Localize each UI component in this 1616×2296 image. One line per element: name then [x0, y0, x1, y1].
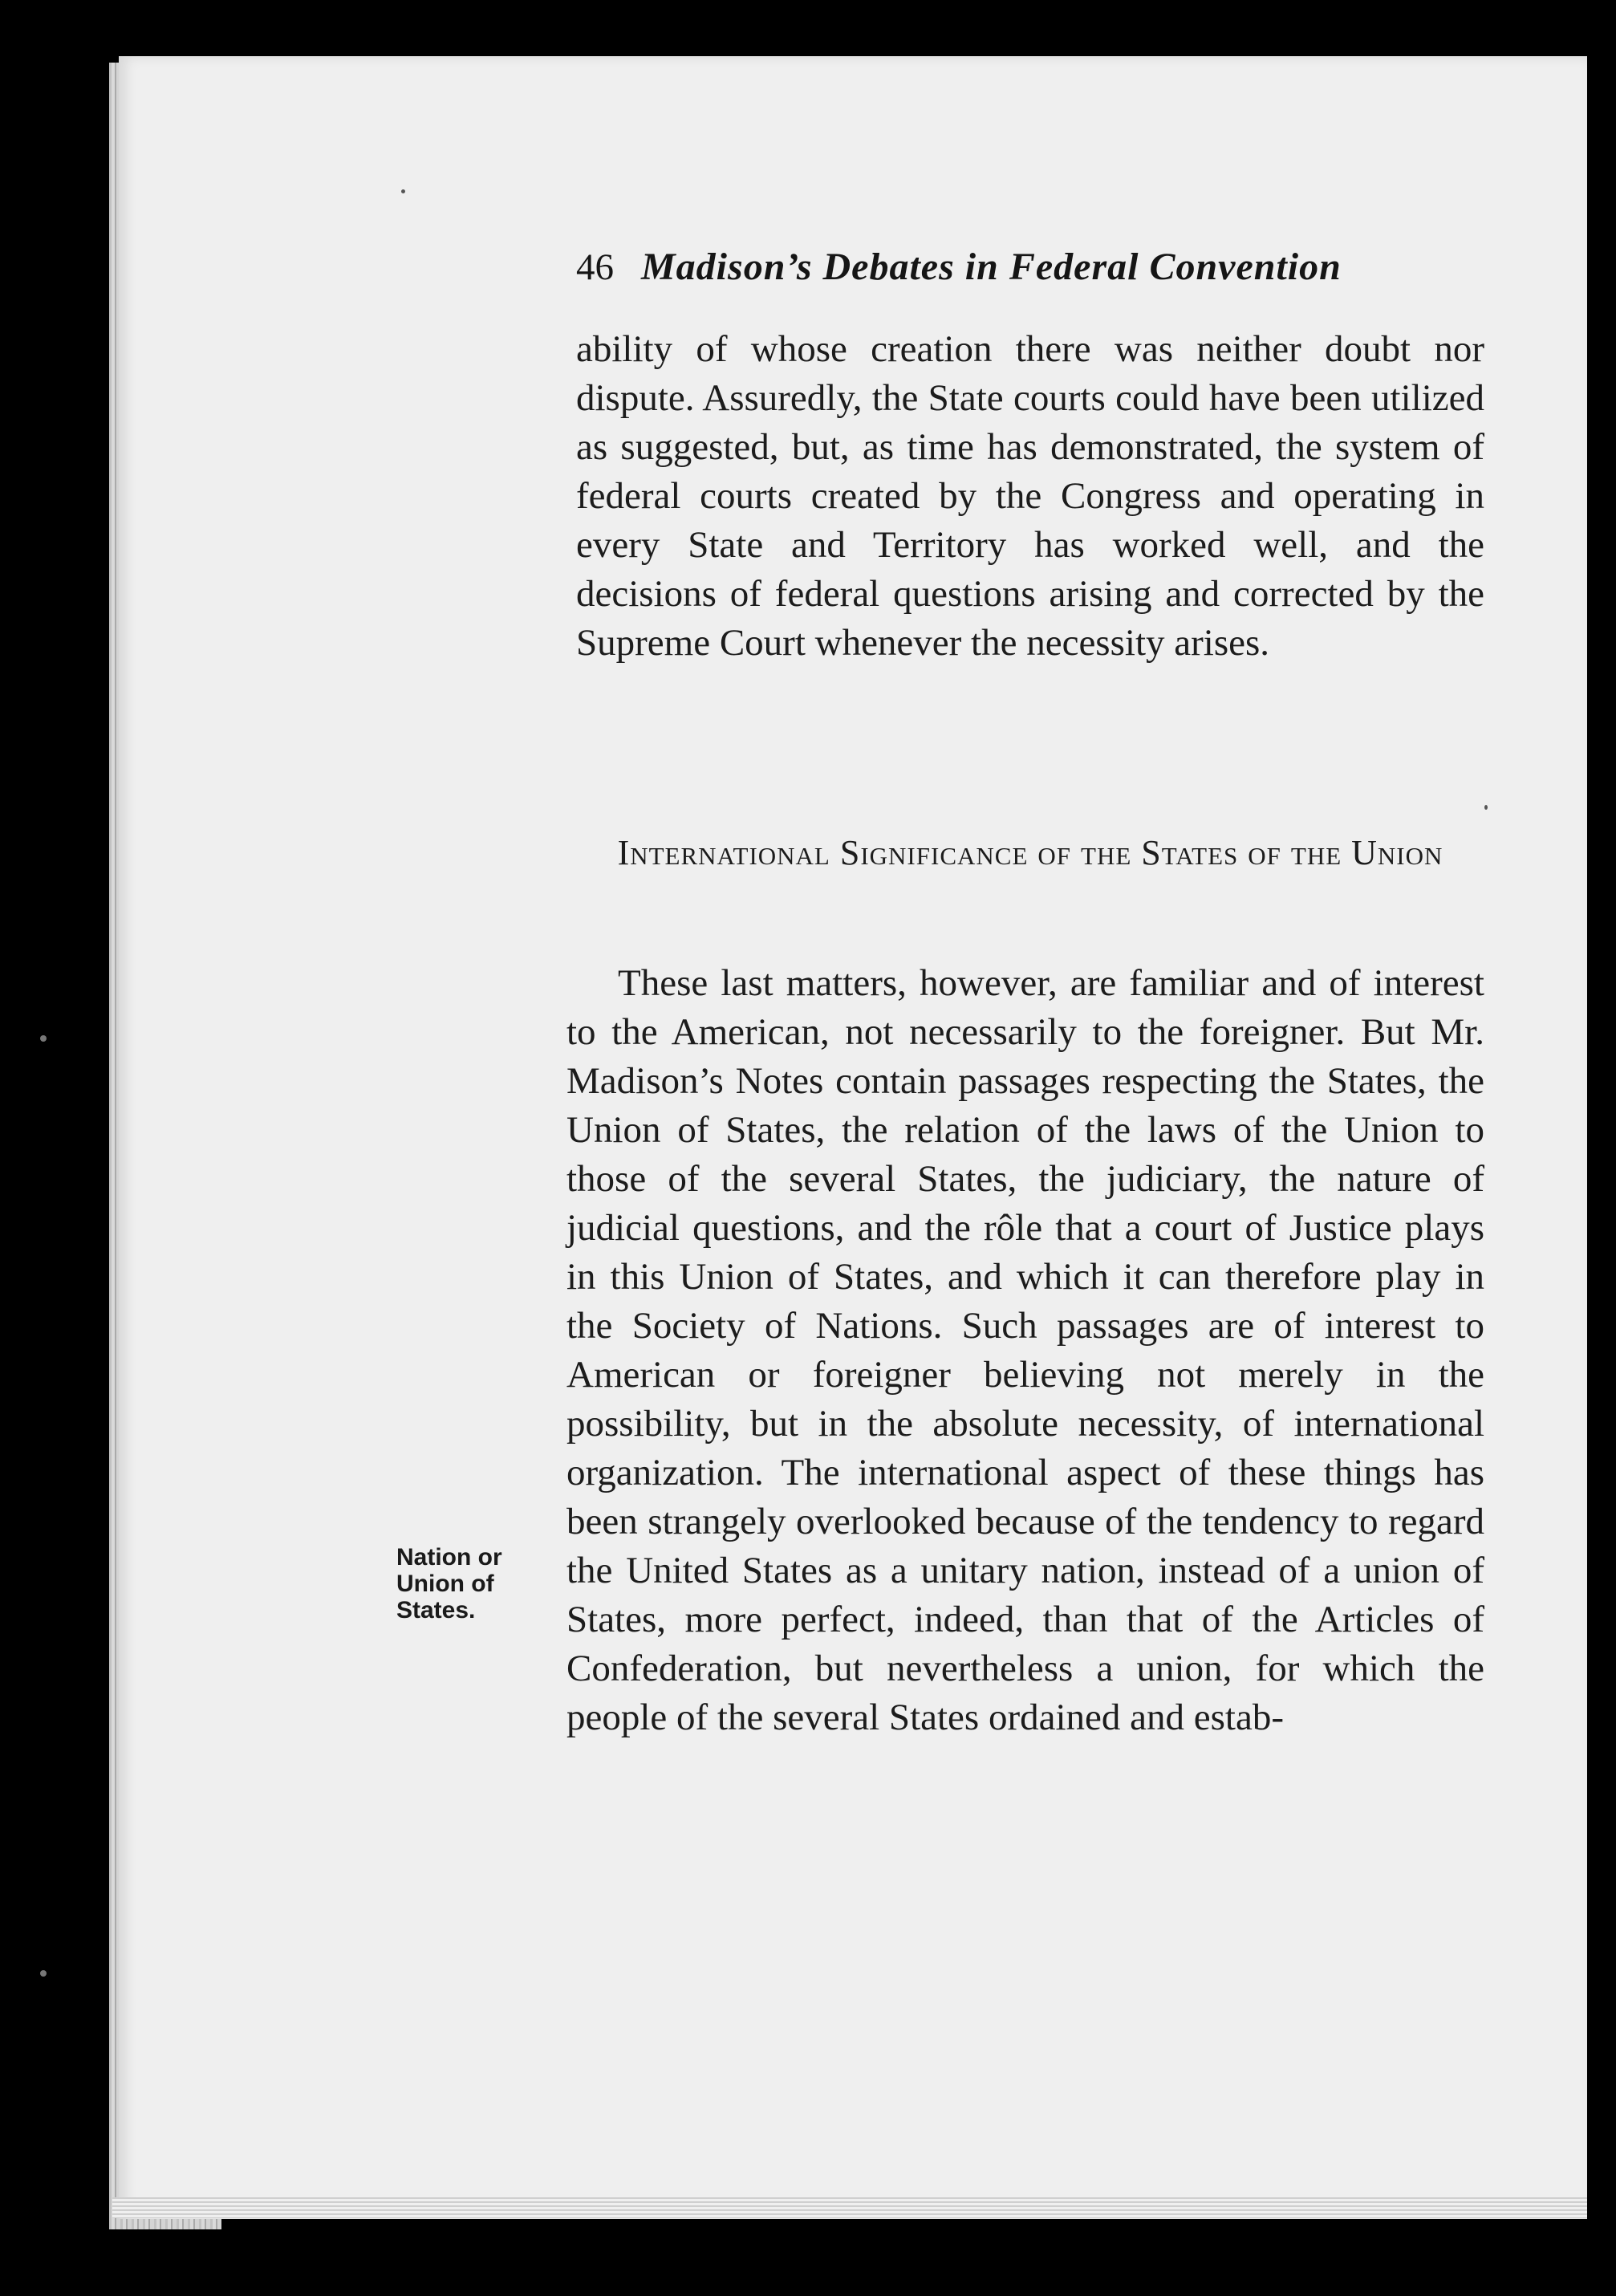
page-bottom-edge: [112, 2197, 1589, 2218]
running-title: Madison’s Debates in Federal Convention: [641, 246, 1342, 288]
margin-note: Nation or Union of States.: [396, 1544, 502, 1623]
page-number: 46: [576, 246, 614, 288]
speck: [1484, 805, 1488, 810]
paragraph-main: These last matters, however, are familiar and of interest to the American, not necessarily to the foreigner. But Mr. Madison’s Notes contain passages respecting the States, the Union of States, the relation of the laws of the Union to those of the several States, the judiciary, the nature of judicial questions, and the rôle that a court of Justice plays in this Union of States, and which it can therefore play in the Society of Nations. Such passages are of interest to American or foreigner believing not merely in the possibility, but in the absolute necessity, of international organization. The international aspect of these things has been strangely overlooked because of the tendency to regard the United States as a unitary nation, instead of a union of States, more perfect, indeed, than that of the Articles of Confederation, but nevertheless a union, for which the people of the several States ordained and estab-: [566, 962, 1484, 1738]
speck: [40, 1035, 47, 1042]
section-heading: International Significance of the States of the Union: [617, 833, 1443, 872]
speck: [401, 189, 405, 193]
paragraph-continuation: ability of whose creation there was neither doubt nor dispute. Assuredly, the State courts could have been utilized as suggested, but, as time has demonstrated, the system of federal courts created by the Congress and operating in every State and Territory has worked well, and the decisions of federal questions arising and corrected by the Supreme Court whenever the necessity arises.: [576, 328, 1484, 664]
speck: [40, 1970, 47, 1977]
right-dark-edge: [1587, 64, 1616, 2296]
running-header: [576, 245, 1467, 301]
